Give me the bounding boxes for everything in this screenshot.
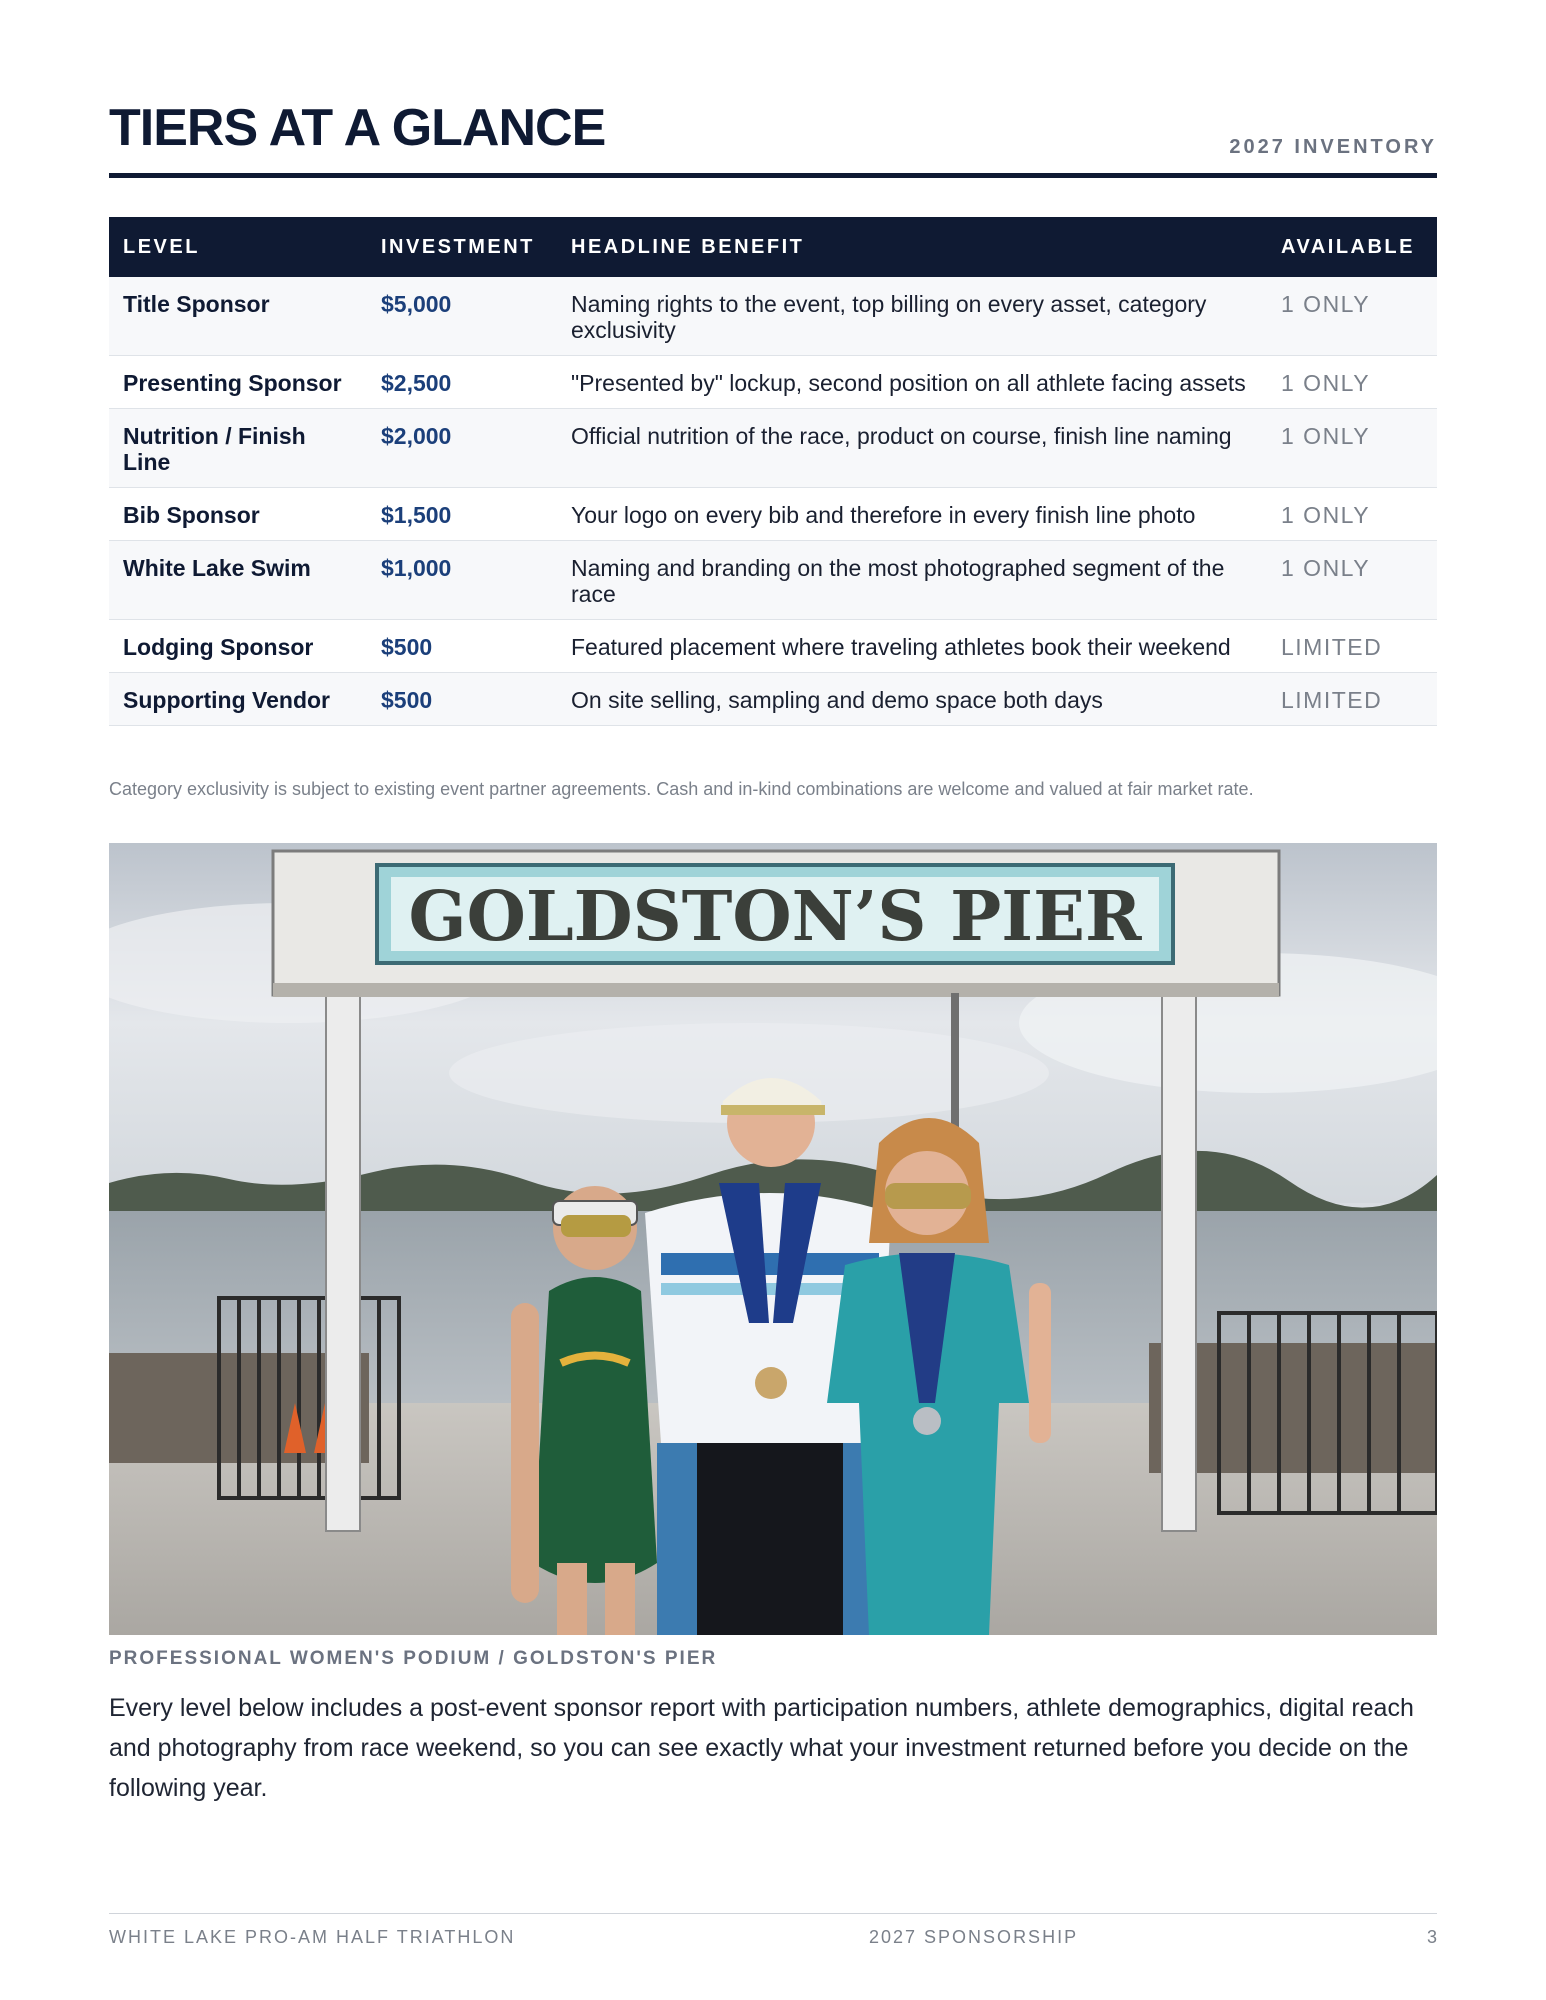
benefit-cell: Official nutrition of the race, product on course, finish line naming — [557, 409, 1267, 488]
investment-cell: $5,000 — [367, 277, 557, 356]
available-cell: 1 ONLY — [1267, 277, 1437, 356]
benefit-cell: Featured placement where traveling athletes book their weekend — [557, 620, 1267, 673]
table-row — [109, 541, 1437, 620]
benefit-cell: "Presented by" lockup, second position on all athlete facing assets — [557, 356, 1267, 409]
page-header — [109, 98, 1437, 178]
level-cell: Title Sponsor — [109, 277, 367, 356]
available-cell: 1 ONLY — [1267, 409, 1437, 488]
level-cell: Presenting Sponsor — [109, 356, 367, 409]
table-row — [109, 277, 1437, 356]
investment-cell: $500 — [367, 673, 557, 726]
benefit-cell: Your logo on every bib and therefore in every finish line photo — [557, 488, 1267, 541]
investment-cell: $1,500 — [367, 488, 557, 541]
level-cell: Nutrition / Finish Line — [109, 409, 367, 488]
column-header-benefit: HEADLINE BENEFIT — [557, 217, 1267, 277]
footer-event-name: WHITE LAKE PRO-AM HALF TRIATHLON — [109, 1927, 516, 1947]
level-cell: Supporting Vendor — [109, 673, 367, 726]
level-cell: Lodging Sponsor — [109, 620, 367, 673]
level-cell: White Lake Swim — [109, 541, 367, 620]
page-number: 3 — [1426, 1927, 1437, 1947]
footer-doc-title: 2027 SPONSORSHIP — [869, 1927, 1079, 1947]
column-header-level: LEVEL — [109, 217, 367, 277]
report-paragraph: Every level below includes a post-event sponsor report with participation numbers, athlete demographics, digital reach and photography from race weekend, so you can see exactly what your investment returned before you decide on the following year. — [109, 1694, 1414, 1802]
table-row — [109, 409, 1437, 488]
table-row — [109, 620, 1437, 673]
available-cell: LIMITED — [1267, 620, 1437, 673]
level-cell: Bib Sponsor — [109, 488, 367, 541]
column-header-available: AVAILABLE — [1267, 217, 1437, 277]
tiers-table — [109, 217, 1437, 726]
investment-cell: $1,000 — [367, 541, 557, 620]
page-title: TIERS AT A GLANCE — [109, 99, 606, 157]
column-header-investment: INVESTMENT — [367, 217, 557, 277]
table-header-row — [109, 217, 1437, 277]
investment-cell: $500 — [367, 620, 557, 673]
available-cell: 1 ONLY — [1267, 488, 1437, 541]
page-footer — [109, 1927, 1437, 1953]
table-footnote: Category exclusivity is subject to existing event partner agreements. Cash and in-kind combinations are welcome and valued at fair market rate. — [109, 779, 1254, 799]
pier-sign-text: GOLDSTON’S PIER — [408, 877, 1142, 957]
table-row — [109, 673, 1437, 726]
available-cell: 1 ONLY — [1267, 541, 1437, 620]
available-cell: 1 ONLY — [1267, 356, 1437, 409]
benefit-cell: Naming rights to the event, top billing on every asset, category exclusivity — [557, 277, 1267, 356]
footer-rule — [109, 1913, 1437, 1914]
investment-cell: $2,500 — [367, 356, 557, 409]
available-cell: LIMITED — [1267, 673, 1437, 726]
benefit-cell: Naming and branding on the most photographed segment of the race — [557, 541, 1267, 620]
title-rule — [109, 173, 1437, 178]
podium-photo — [109, 843, 1437, 1635]
investment-cell: $2,000 — [367, 409, 557, 488]
table-row — [109, 356, 1437, 409]
benefit-cell: On site selling, sampling and demo space both days — [557, 673, 1267, 726]
table-row — [109, 488, 1437, 541]
inventory-kicker: 2027 INVENTORY — [1229, 136, 1437, 158]
photo-caption: PROFESSIONAL WOMEN'S PODIUM / GOLDSTON'S PIER — [109, 1648, 718, 1669]
